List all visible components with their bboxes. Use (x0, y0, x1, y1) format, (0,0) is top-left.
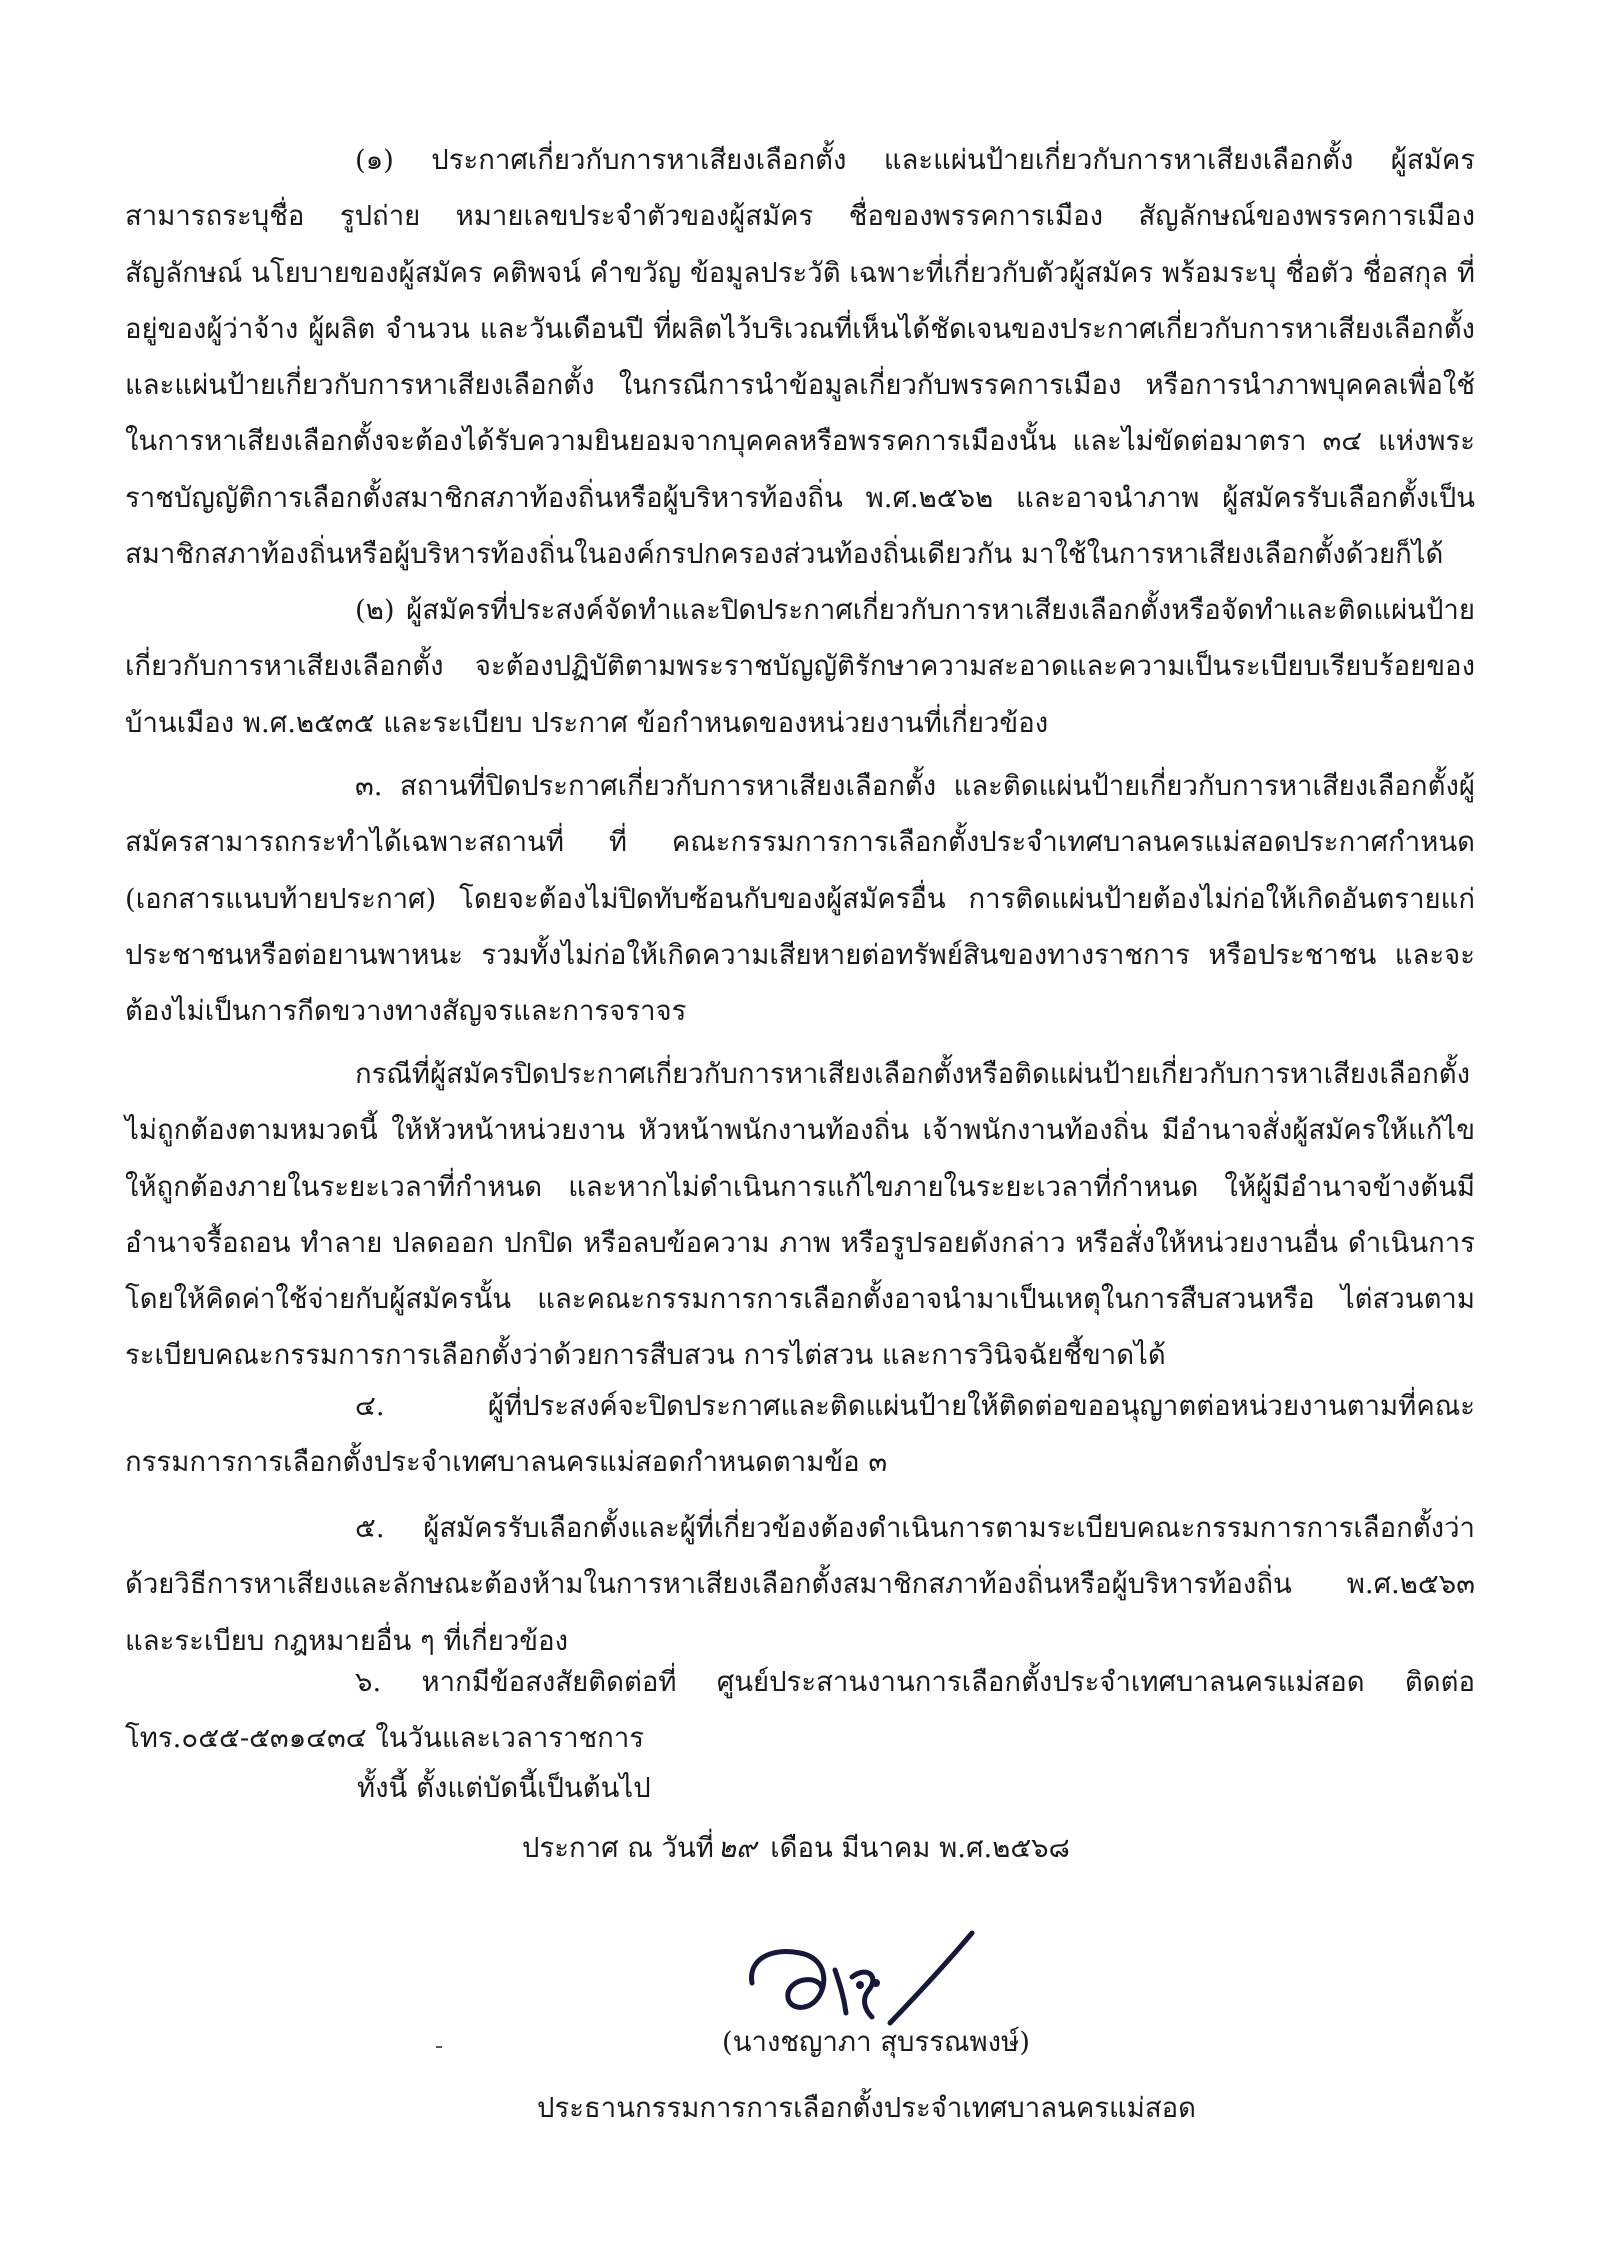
paragraph-6: ๕. ผู้สมัครรับเลือกตั้งและผู้ที่เกี่ยวข้องต้องดำเนินการตามระเบียบคณะกรรมการการเลือกตั้งว่าด้วยวิธีการหาเสียงและลักษณะต้องห้ามในการหาเสียงเลือกตั้งสมาชิกสภาท้องถิ่นหรือผู้บริหารท้องถิ่น พ.ศ.๒๕๖๓ และระเบียบ กฎหมายอื่น ๆ ที่เกี่ยวข้อง (125, 1512, 1475, 1657)
stray-mark (436, 2046, 442, 2048)
paragraph-1: (๑) ประกาศเกี่ยวกับการหาเสียงเลือกตั้ง และแผ่นป้ายเกี่ยวกับการหาเสียงเลือกตั้ง ผู้สมัครสามารถระบุชื่อ รูปถ่าย หมายเลขประจำตัวของผู้สมัคร ชื่อของพรรคการเมือง สัญลักษณ์ของพรรคการเมือง สัญลักษณ์ นโยบายของผู้สมัคร คติพจน์ คำขวัญ ข้อมูลประวัติ เฉพาะที่เกี่ยวกับตัวผู้สมัคร พร้อมระบุ ชื่อตัว ชื่อสกุล ที่อยู่ของผู้ว่าจ้าง ผู้ผลิต จำนวน และวันเดือนปี ที่ผลิตไว้บริเวณที่เห็นได้ชัดเจนของประกาศเกี่ยวกับการหาเสียงเลือกตั้งและแผ่นป้ายเกี่ยวกับการหาเสียงเลือกตั้ง ในกรณีการนำข้อมูลเกี่ยวกับพรรคการเมือง หรือการนำภาพบุคคลเพื่อใช้ในการหาเสียงเลือกตั้งจะต้องได้รับความยินยอมจากบุคคลหรือพรรคการเมืองนั้น และไม่ขัดต่อมาตรา ๓๔ แห่งพระราชบัญญัติการเลือกตั้งสมาชิกสภาท้องถิ่นหรือผู้บริหารท้องถิ่น พ.ศ.๒๕๖๒ และอาจนำภาพ ผู้สมัครรับเลือกตั้งเป็นสมาชิกสภาท้องถิ่นหรือผู้บริหารท้องถิ่นในองค์กรปกครองส่วนท้องถิ่นเดียวกัน มาใช้ในการหาเสียงเลือกตั้งด้วยก็ได้ (125, 144, 1475, 571)
announce-month: เดือน มีนาคม พ.ศ.๒๕๖๘ (770, 1832, 1070, 1864)
announce-day: ๒๙ (717, 1832, 757, 1864)
paragraph-4: กรณีที่ผู้สมัครปิดประกาศเกี่ยวกับการหาเสียงเลือกตั้งหรือติดแผ่นป้ายเกี่ยวกับการหาเสียงเลือกตั้งไม่ถูกต้องตามหมวดนี้ ให้หัวหน้าหน่วยงาน หัวหน้าพนักงานท้องถิ่น เจ้าพนักงานท้องถิ่น มีอำนาจสั่งผู้สมัครให้แก้ไขให้ถูกต้องภายในระยะเวลาที่กำหนด และหากไม่ดำเนินการแก้ไขภายในระยะเวลาที่กำหนด ให้ผู้มีอำนาจข้างต้นมีอำนาจรื้อถอน ทำลาย ปลดออก ปกปิด หรือลบข้อความ ภาพ หรือรูปรอยดังกล่าว หรือสั่งให้หน่วยงานอื่น ดำเนินการ โดยให้คิดค่าใช้จ่ายกับผู้สมัครนั้น และคณะกรรมการการเลือกตั้งอาจนำมาเป็นเหตุในการสืบสวนหรือ ไต่สวนตามระเบียบคณะกรรมการการเลือกตั้งว่าด้วยการสืบสวน การไต่สวน และการวินิจฉัยชี้ขาดได้ (125, 1058, 1475, 1372)
announce-prefix: ประกาศ ณ วันที่ (522, 1832, 714, 1864)
closing-line: ทั้งนี้ ตั้งแต่บัดนี้เป็นต้นไป (357, 1772, 651, 1804)
paragraph-2: (๒) ผู้สมัครที่ประสงค์จัดทำและปิดประกาศเกี่ยวกับการหาเสียงเลือกตั้งหรือจัดทำและติดแผ่นป้ายเกี่ยวกับการหาเสียงเลือกตั้ง จะต้องปฏิบัติตามพระราชบัญญัติรักษาความสะอาดและความเป็นระเบียบเรียบร้อยของบ้านเมือง พ.ศ.๒๕๓๕ และระเบียบ ประกาศ ข้อกำหนดของหน่วยงานที่เกี่ยวข้อง (125, 594, 1475, 739)
paragraph-5: ๔. ผู้ที่ประสงค์จะปิดประกาศและติดแผ่นป้ายให้ติดต่อขออนุญาตต่อหน่วยงานตามที่คณะกรรมการการเลือกตั้งประจำเทศบาลนครแม่สอดกำหนดตามข้อ ๓ (125, 1390, 1475, 1479)
signatory-position: ประธานกรรมการการเลือกตั้งประจำเทศบาลนครแม่สอด (537, 2092, 1197, 2124)
announce-date (522, 1820, 1070, 1876)
paragraph-3: ๓. สถานที่ปิดประกาศเกี่ยวกับการหาเสียงเลือกตั้ง และติดแผ่นป้ายเกี่ยวกับการหาเสียงเลือกตั้งผู้สมัครสามารถกระทำได้เฉพาะสถานที่ ที่ คณะกรรมการการเลือกตั้งประจำเทศบาลนครแม่สอดประกาศกำหนด (เอกสารแนบท้ายประกาศ) โดยจะต้องไม่ปิดทับซ้อนกับของผู้สมัครอื่น การติดแผ่นป้ายต้องไม่ก่อให้เกิดอันตรายแก่ประชาชนหรือต่อยานพาหนะ รวมทั้งไม่ก่อให้เกิดความเสียหายต่อทรัพย์สินของทางราชการ หรือประชาชน และจะต้องไม่เป็นการกีดขวางทางสัญจรและการจราจร (125, 770, 1475, 1028)
paragraph-7: ๖. หากมีข้อสงสัยติดต่อที่ ศูนย์ประสานงานการเลือกตั้งประจำเทศบาลนครแม่สอด ติดต่อโทร.๐๕๕-๕๓๑๔๓๔ ในวันและเวลาราชการ (125, 1666, 1475, 1755)
signatory-name: (นางชญาภา สุบรรณพงษ์) (722, 2026, 1030, 2058)
